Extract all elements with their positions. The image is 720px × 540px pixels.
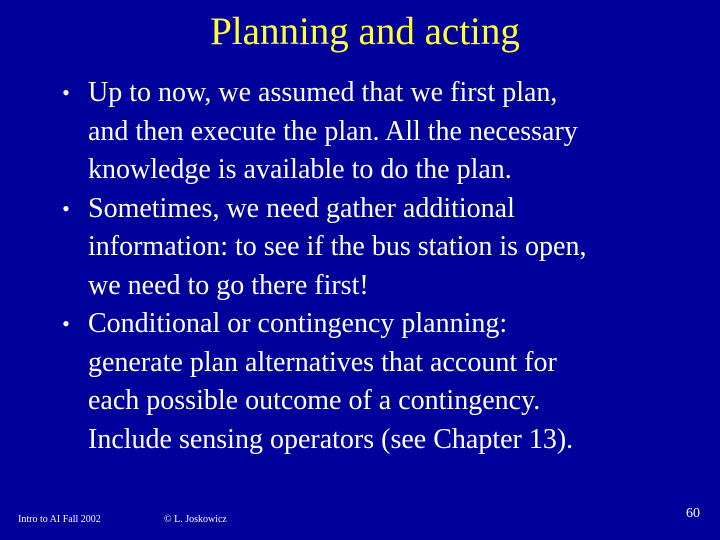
bullet-dot-icon: • [62,311,70,336]
bullet-text-line: information: to see if the bus station is open, [88,231,587,262]
bullet-text-line: Sometimes, we need gather additional [88,192,515,224]
bullet-item [56,190,696,306]
page-number: 60 [686,506,700,521]
bullet-text-line: generate plan alternatives that account for [88,346,557,378]
bullet-text-line: Up to now, we assumed that we first plan, [88,77,558,108]
bullet-text-line: we need to go there first! [88,269,369,301]
bullet-text-line: and then execute the plan. All the necessary [88,115,578,147]
slide-title: Planning and acting [210,10,520,53]
bullet-text-line: Conditional or contingency planning: [88,308,508,339]
bullet-dot-icon: • [62,195,70,221]
footer-author: © L. Joskowicz [164,514,227,525]
bullet-dot-icon: • [62,80,70,105]
bullet-text-line: each possible outcome of a contingency. [88,385,541,416]
bullet-list [56,74,696,459]
bullet-text-line: Include sensing operators (see Chapter 13). [88,423,574,455]
bullet-text-line: knowledge is available to do the plan. [88,154,512,185]
footer-course: Intro to AI Fall 2002 [18,514,101,525]
bullet-item [56,305,696,459]
bullet-item [56,74,696,190]
